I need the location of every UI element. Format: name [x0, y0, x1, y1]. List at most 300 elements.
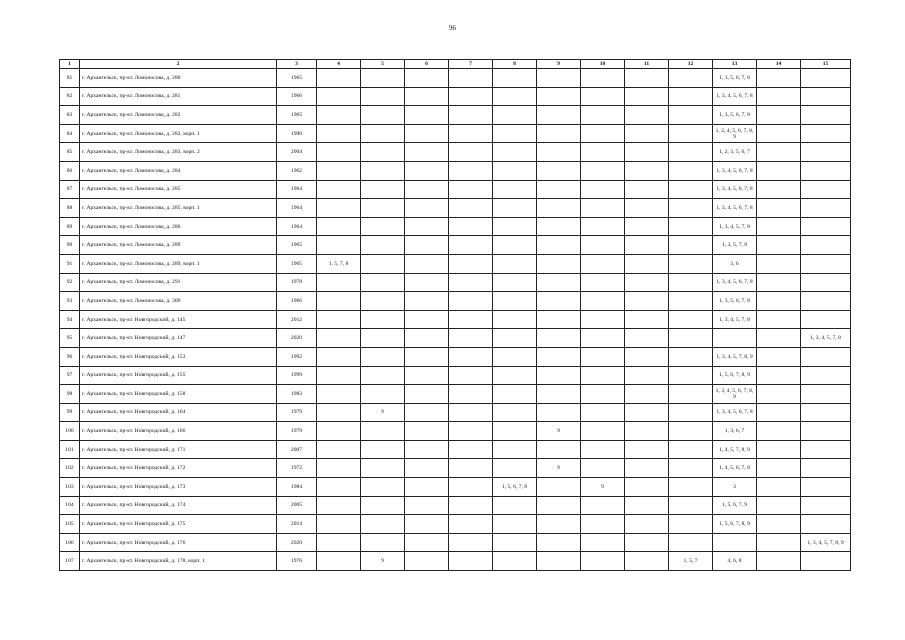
row-number-cell: 105: [60, 515, 80, 534]
code-cell: [405, 161, 449, 180]
row-number-cell: 87: [60, 180, 80, 199]
code-cell: [801, 124, 851, 143]
year-cell: 1965: [277, 236, 317, 255]
code-cell: [669, 347, 713, 366]
year-cell: 1962: [277, 161, 317, 180]
code-cell: [405, 329, 449, 348]
code-cell: 1, 5, 6, 7, 8: [493, 478, 537, 497]
row-number-cell: 103: [60, 478, 80, 497]
row-number-cell: 104: [60, 496, 80, 515]
code-cell: [581, 87, 625, 106]
code-cell: [317, 422, 361, 441]
code-cell: 1, 3, 4, 5, 6, 7, 8: [713, 199, 757, 218]
column-header: 14: [757, 60, 801, 69]
code-cell: 1, 3, 4, 5, 6, 7, 8: [713, 87, 757, 106]
code-cell: [493, 236, 537, 255]
code-cell: [625, 385, 669, 404]
code-cell: [537, 478, 581, 497]
code-cell: [581, 236, 625, 255]
code-cell: [405, 422, 449, 441]
code-cell: [493, 459, 537, 478]
row-number-cell: 86: [60, 161, 80, 180]
code-cell: [669, 422, 713, 441]
code-cell: [405, 254, 449, 273]
code-cell: [537, 217, 581, 236]
code-cell: [493, 217, 537, 236]
code-cell: [405, 273, 449, 292]
address-cell: г. Архангельск, пр-кт. Ломоносова, д. 289, корп. 1: [80, 254, 277, 273]
code-cell: [625, 254, 669, 273]
column-header: 3: [277, 60, 317, 69]
address-cell: г. Архангельск, пр-кт. Новгородский, д. 171: [80, 440, 277, 459]
address-cell: г. Архангельск, пр-кт. Новгородский, д. 158: [80, 385, 277, 404]
code-cell: 9: [581, 478, 625, 497]
code-cell: 1, 3, 5, 6, 7, 8: [713, 69, 757, 88]
code-cell: [757, 366, 801, 385]
year-cell: 1983: [277, 385, 317, 404]
table-row: [60, 180, 851, 199]
address-cell: г. Архангельск, пр-кт. Ломоносова, д. 282, корп. 1: [80, 124, 277, 143]
code-cell: [537, 87, 581, 106]
row-number-cell: 84: [60, 124, 80, 143]
code-cell: [449, 106, 493, 125]
code-cell: [625, 106, 669, 125]
code-cell: [625, 366, 669, 385]
code-cell: 1, 3, 4, 5, 7, 8: [713, 310, 757, 329]
code-cell: [361, 124, 405, 143]
address-cell: г. Архангельск, пр-кт. Новгородский, д. 166: [80, 422, 277, 441]
code-cell: [537, 199, 581, 218]
code-cell: [537, 310, 581, 329]
code-cell: [581, 161, 625, 180]
code-cell: [757, 273, 801, 292]
code-cell: 9: [537, 422, 581, 441]
code-cell: [493, 329, 537, 348]
code-cell: [801, 254, 851, 273]
code-cell: [757, 347, 801, 366]
code-cell: [449, 329, 493, 348]
code-cell: 1, 3, 4, 5, 6, 7, 8, 9: [713, 385, 757, 404]
code-cell: [757, 478, 801, 497]
code-cell: 1, 5, 6, 7, 9: [713, 496, 757, 515]
code-cell: [757, 199, 801, 218]
code-cell: [493, 385, 537, 404]
code-cell: [625, 478, 669, 497]
address-cell: г. Архангельск, пр-кт. Новгородский, д. 174: [80, 496, 277, 515]
column-header: 4: [317, 60, 361, 69]
code-cell: [581, 273, 625, 292]
code-cell: [801, 403, 851, 422]
row-number-cell: 92: [60, 273, 80, 292]
year-cell: 2020: [277, 329, 317, 348]
code-cell: 1, 3, 5, 7, 8: [713, 236, 757, 255]
code-cell: [625, 69, 669, 88]
code-cell: 1, 3, 4, 5, 7, 8, 9: [801, 533, 851, 552]
code-cell: [625, 533, 669, 552]
code-cell: [669, 459, 713, 478]
code-cell: [581, 124, 625, 143]
code-cell: 1, 3, 4, 5, 7, 8: [801, 329, 851, 348]
code-cell: [493, 161, 537, 180]
row-number-cell: 88: [60, 199, 80, 218]
column-header: 15: [801, 60, 851, 69]
code-cell: 1, 3, 4, 5, 7, 8: [713, 217, 757, 236]
code-cell: 1, 3, 4, 5, 6, 7, 8: [713, 161, 757, 180]
year-cell: 1992: [277, 347, 317, 366]
code-cell: [449, 310, 493, 329]
code-cell: [801, 199, 851, 218]
code-cell: [581, 180, 625, 199]
table-row: [60, 236, 851, 255]
code-cell: [449, 69, 493, 88]
code-cell: [537, 496, 581, 515]
code-cell: [317, 385, 361, 404]
code-cell: [669, 69, 713, 88]
address-cell: г. Архангельск, пр-кт. Ломоносова, д. 285, корп. 1: [80, 199, 277, 218]
year-cell: 2014: [277, 515, 317, 534]
code-cell: [405, 87, 449, 106]
code-cell: [493, 124, 537, 143]
code-cell: [625, 199, 669, 218]
code-cell: [317, 217, 361, 236]
code-cell: [317, 440, 361, 459]
code-cell: [581, 292, 625, 311]
code-cell: [757, 440, 801, 459]
code-cell: [669, 180, 713, 199]
row-number-cell: 90: [60, 236, 80, 255]
table-row: [60, 217, 851, 236]
address-cell: г. Архангельск, пр-кт. Новгородский, д. 178, корп. 1: [80, 552, 277, 571]
code-cell: [449, 385, 493, 404]
year-cell: 1964: [277, 180, 317, 199]
code-cell: [669, 273, 713, 292]
code-cell: 4, 6, 8: [713, 552, 757, 571]
code-cell: [449, 422, 493, 441]
year-cell: 1966: [277, 87, 317, 106]
address-cell: г. Архангельск, пр-кт. Ломоносова, д. 291: [80, 273, 277, 292]
code-cell: [625, 347, 669, 366]
code-cell: [537, 533, 581, 552]
table-row: [60, 515, 851, 534]
code-cell: [493, 366, 537, 385]
code-cell: [757, 552, 801, 571]
code-cell: [669, 329, 713, 348]
year-cell: 1979: [277, 403, 317, 422]
code-cell: [317, 69, 361, 88]
code-cell: [449, 161, 493, 180]
code-cell: [317, 199, 361, 218]
column-header: 13: [713, 60, 757, 69]
year-cell: 2007: [277, 440, 317, 459]
code-cell: [537, 161, 581, 180]
row-number-cell: 99: [60, 403, 80, 422]
code-cell: [581, 366, 625, 385]
code-cell: [669, 496, 713, 515]
code-cell: [581, 496, 625, 515]
code-cell: [449, 254, 493, 273]
code-cell: [449, 403, 493, 422]
code-cell: [757, 292, 801, 311]
row-number-cell: 101: [60, 440, 80, 459]
code-cell: [581, 403, 625, 422]
code-cell: [405, 533, 449, 552]
code-cell: [493, 496, 537, 515]
table-row: [60, 161, 851, 180]
code-cell: [317, 236, 361, 255]
address-cell: г. Архангельск, пр-кт. Новгородский, д. 147: [80, 329, 277, 348]
code-cell: [361, 366, 405, 385]
code-cell: [317, 87, 361, 106]
code-cell: [537, 180, 581, 199]
code-cell: 1, 5, 7, 8: [317, 254, 361, 273]
address-cell: г. Архангельск, пр-кт. Ломоносова, д. 289: [80, 236, 277, 255]
code-cell: [449, 236, 493, 255]
code-cell: [801, 273, 851, 292]
code-cell: [361, 459, 405, 478]
code-cell: [801, 385, 851, 404]
code-cell: [361, 236, 405, 255]
code-cell: [625, 310, 669, 329]
code-cell: [317, 143, 361, 162]
code-cell: [493, 515, 537, 534]
code-cell: [625, 161, 669, 180]
code-cell: [669, 366, 713, 385]
code-cell: [757, 143, 801, 162]
code-cell: [361, 143, 405, 162]
code-cell: [801, 106, 851, 125]
code-cell: [537, 366, 581, 385]
code-cell: 1, 3, 4, 5, 6, 7, 8: [713, 180, 757, 199]
year-cell: 1990: [277, 124, 317, 143]
code-cell: [537, 106, 581, 125]
code-cell: [317, 347, 361, 366]
code-cell: [581, 329, 625, 348]
code-cell: [537, 403, 581, 422]
code-cell: [757, 217, 801, 236]
code-cell: [801, 217, 851, 236]
code-cell: [493, 403, 537, 422]
code-cell: [493, 552, 537, 571]
code-cell: [317, 459, 361, 478]
table-body: [60, 69, 851, 571]
code-cell: [757, 329, 801, 348]
code-cell: [537, 329, 581, 348]
row-number-cell: 96: [60, 347, 80, 366]
address-cell: г. Архангельск, пр-кт. Ломоносова, д. 286: [80, 217, 277, 236]
code-cell: [493, 533, 537, 552]
code-cell: [361, 496, 405, 515]
code-cell: [581, 385, 625, 404]
column-header: 10: [581, 60, 625, 69]
column-header: 12: [669, 60, 713, 69]
table-row: [60, 366, 851, 385]
code-cell: [317, 124, 361, 143]
code-cell: [537, 385, 581, 404]
page-number: 96: [449, 24, 456, 32]
code-cell: [669, 254, 713, 273]
code-cell: [405, 403, 449, 422]
code-cell: 1, 5, 7: [669, 552, 713, 571]
code-cell: [493, 87, 537, 106]
year-cell: 1976: [277, 552, 317, 571]
code-cell: [581, 533, 625, 552]
code-cell: [405, 69, 449, 88]
year-cell: 1965: [277, 106, 317, 125]
table-row: [60, 478, 851, 497]
code-cell: [757, 106, 801, 125]
code-cell: [361, 440, 405, 459]
code-cell: [713, 533, 757, 552]
code-cell: [801, 69, 851, 88]
code-cell: [317, 478, 361, 497]
code-cell: [317, 161, 361, 180]
table-row: [60, 199, 851, 218]
housing-register-table: [59, 59, 851, 571]
code-cell: [625, 329, 669, 348]
table-row: [60, 310, 851, 329]
code-cell: [493, 292, 537, 311]
code-cell: [317, 366, 361, 385]
code-cell: 1, 3, 6, 7: [713, 422, 757, 441]
code-cell: [405, 385, 449, 404]
code-cell: [801, 310, 851, 329]
code-cell: [317, 403, 361, 422]
code-cell: 1, 3, 5, 6, 7, 8: [713, 106, 757, 125]
code-cell: [493, 440, 537, 459]
code-cell: [625, 143, 669, 162]
address-cell: г. Архангельск, пр-кт. Новгородский, д. 176: [80, 533, 277, 552]
code-cell: [449, 124, 493, 143]
code-cell: [757, 124, 801, 143]
address-cell: г. Архангельск, пр-кт. Новгородский, д. 175: [80, 515, 277, 534]
code-cell: [361, 347, 405, 366]
address-cell: г. Архангельск, пр-кт. Новгородский, д. 172: [80, 459, 277, 478]
code-cell: [537, 236, 581, 255]
code-cell: [537, 292, 581, 311]
code-cell: [317, 533, 361, 552]
code-cell: [757, 87, 801, 106]
code-cell: [449, 143, 493, 162]
code-cell: [801, 347, 851, 366]
code-cell: 1, 3, 4, 5, 7, 8, 9: [713, 347, 757, 366]
code-cell: [669, 199, 713, 218]
row-number-cell: 100: [60, 422, 80, 441]
code-cell: [625, 87, 669, 106]
code-cell: [625, 496, 669, 515]
table-row: [60, 459, 851, 478]
code-cell: [581, 459, 625, 478]
code-cell: [493, 254, 537, 273]
code-cell: 9: [537, 459, 581, 478]
code-cell: [361, 254, 405, 273]
code-cell: [449, 217, 493, 236]
code-cell: [537, 273, 581, 292]
table-row: [60, 69, 851, 88]
code-cell: [405, 496, 449, 515]
year-cell: 1999: [277, 366, 317, 385]
code-cell: [361, 385, 405, 404]
code-cell: [801, 236, 851, 255]
code-cell: [669, 106, 713, 125]
code-cell: [669, 143, 713, 162]
code-cell: [405, 106, 449, 125]
code-cell: [801, 161, 851, 180]
code-cell: [625, 292, 669, 311]
code-cell: 1, 5, 6, 7, 8, 9: [713, 515, 757, 534]
column-header: 6: [405, 60, 449, 69]
code-cell: [317, 329, 361, 348]
code-cell: [361, 533, 405, 552]
code-cell: [625, 403, 669, 422]
code-cell: [361, 161, 405, 180]
code-cell: [625, 273, 669, 292]
table-row: [60, 273, 851, 292]
code-cell: [625, 124, 669, 143]
table-row: [60, 552, 851, 571]
column-header: 8: [493, 60, 537, 69]
code-cell: [361, 87, 405, 106]
table-row: [60, 496, 851, 515]
code-cell: [669, 533, 713, 552]
code-cell: [801, 143, 851, 162]
code-cell: [625, 440, 669, 459]
code-cell: [669, 217, 713, 236]
code-cell: [405, 478, 449, 497]
code-cell: [757, 515, 801, 534]
year-cell: 1978: [277, 273, 317, 292]
row-number-cell: 94: [60, 310, 80, 329]
code-cell: [317, 552, 361, 571]
row-number-cell: 106: [60, 533, 80, 552]
table-row: [60, 124, 851, 143]
code-cell: 1, 3, 4, 5, 6, 7, 8: [713, 403, 757, 422]
code-cell: 3: [713, 478, 757, 497]
code-cell: [317, 292, 361, 311]
code-cell: [757, 422, 801, 441]
code-cell: [317, 515, 361, 534]
row-number-cell: 83: [60, 106, 80, 125]
code-cell: [449, 552, 493, 571]
year-cell: 2020: [277, 533, 317, 552]
code-cell: [757, 385, 801, 404]
code-cell: [537, 69, 581, 88]
code-cell: [581, 310, 625, 329]
code-cell: [317, 273, 361, 292]
code-cell: [669, 440, 713, 459]
code-cell: [757, 180, 801, 199]
code-cell: [625, 459, 669, 478]
row-number-cell: 107: [60, 552, 80, 571]
row-number-cell: 82: [60, 87, 80, 106]
code-cell: [625, 422, 669, 441]
code-cell: [361, 180, 405, 199]
year-cell: 1964: [277, 217, 317, 236]
table-row: [60, 143, 851, 162]
code-cell: [449, 347, 493, 366]
code-cell: [757, 254, 801, 273]
address-cell: г. Архангельск, пр-кт. Новгородский, д. 173: [80, 478, 277, 497]
code-cell: [757, 69, 801, 88]
code-cell: [449, 180, 493, 199]
row-number-cell: 95: [60, 329, 80, 348]
code-cell: [361, 69, 405, 88]
code-cell: [669, 161, 713, 180]
code-cell: [581, 552, 625, 571]
code-cell: [405, 292, 449, 311]
table-row: [60, 329, 851, 348]
code-cell: [801, 366, 851, 385]
code-cell: [669, 87, 713, 106]
